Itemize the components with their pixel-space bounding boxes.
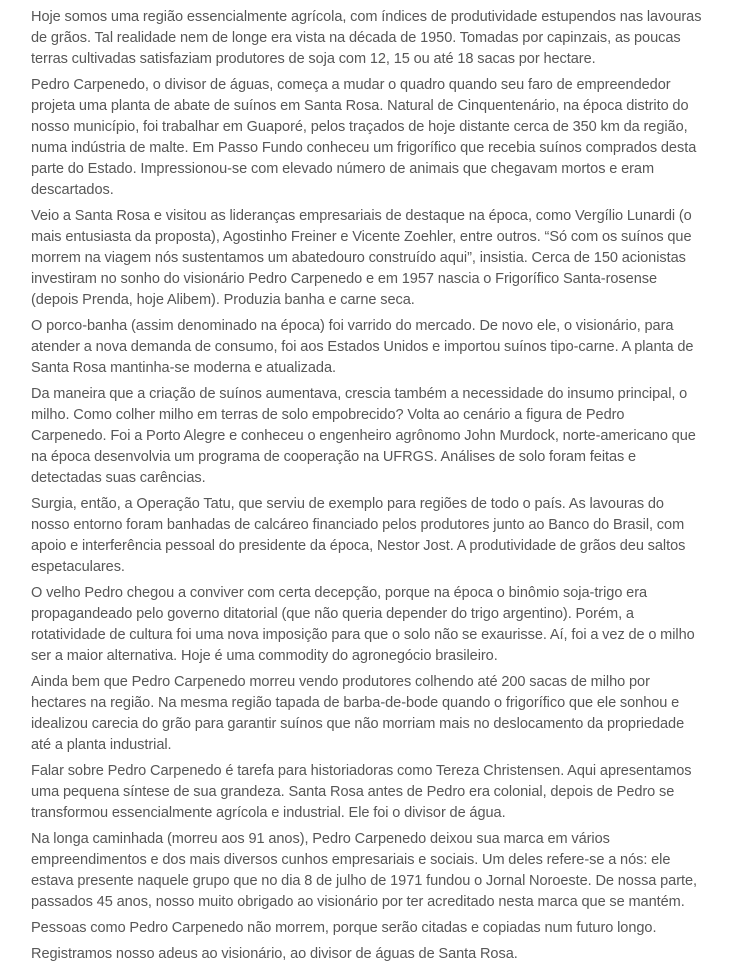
paragraph: Registramos nosso adeus ao visionário, ao divisor de águas de Santa Rosa.	[31, 945, 518, 962]
paragraph: Veio a Santa Rosa e visitou as lideranças empresariais de destaque na época, como Vergílio Lunardi (o mais entusiasta da proposta), Agostinho Freiner e Vicente Zoehler, entre outros. “Só com os suínos que morrem na viagem nós sustentamos um abatedouro construído aqui”, insistia. Cerca de 150 acionistas investiram no sonho do visionário Pedro Carpenedo e em 1957 nascia o Frigorífico Santa-rosense (depois Prenda, hoje Alibem). Produzia banha e carne seca.	[31, 207, 692, 308]
paragraph: O porco-banha (assim denominado na época) foi varrido do mercado. De novo ele, o visionário, para atender a nova demanda de consumo, foi aos Estados Unidos e importou suínos tipo-carne. A planta de Santa Rosa mantinha-se moderna e atualizada.	[31, 317, 694, 376]
paragraph: Hoje somos uma região essencialmente agrícola, com índices de produtividade estupendos nas lavouras de grãos. Tal realidade nem de longe era vista na década de 1950. Tomadas por capinzais, as poucas terras cultivadas satisfaziam produtores de soja com 12, 15 ou até 18 sacas por hectare.	[31, 8, 702, 67]
paragraph: O velho Pedro chegou a conviver com certa decepção, porque na época o binômio soja-trigo era propagandeado pelo governo ditatorial (que não queria depender do trigo argentino). Porém, a rotatividade de cultura foi uma nova imposição para que o solo não se exaurisse. Aí, foi a vez de o milho ser a maior alternativa. Hoje é uma commodity do agronegócio brasileiro.	[31, 584, 695, 664]
paragraph: Pessoas como Pedro Carpenedo não morrem, porque serão citadas e copiadas num futuro longo.	[31, 919, 657, 936]
paragraph: Na longa caminhada (morreu aos 91 anos), Pedro Carpenedo deixou sua marca em vários empreendimentos e dos mais diversos cunhos empresariais e sociais. Um deles refere-se a nós: ele estava presente naquele grupo que no dia 8 de julho de 1971 fundou o Jornal Noroeste. De nossa parte, passados 45 anos, nosso muito obrigado ao visionário por ter acreditado nesta marca que se mantém.	[31, 830, 698, 910]
paragraph: Falar sobre Pedro Carpenedo é tarefa para historiadoras como Tereza Christensen. Aqui apresentamos uma pequena síntese de sua grandeza. Santa Rosa antes de Pedro era colonial, depois de Pedro se transformou essencialmente agrícola e industrial. Ele foi o divisor de água.	[31, 762, 692, 821]
paragraph: Pedro Carpenedo, o divisor de águas, começa a mudar o quadro quando seu faro de empreendedor projeta uma planta de abate de suínos em Santa Rosa. Natural de Cinquentenário, na época distrito do nosso município, foi trabalhar em Guaporé, pelos traçados de hoje distante cerca de 350 km da região, numa indústria de malte. Em Passo Fundo conheceu um frigorífico que recebia suínos comprados desta parte do Estado. Impressionou-se com elevado número de animais que chegavam mortos e eram descartados.	[31, 76, 697, 198]
paragraph: Ainda bem que Pedro Carpenedo morreu vendo produtores colhendo até 200 sacas de milho por hectares na região. Na mesma região tapada de barba-de-bode quando o frigorífico que ele sonhou e idealizou carecia do grão para garantir suínos que não morriam mais no deslocamento da propriedade até a planta industrial.	[31, 673, 685, 753]
paragraph: Surgia, então, a Operação Tatu, que serviu de exemplo para regiões de todo o país. As lavouras do nosso entorno foram banhadas de calcáreo financiado pelos produtores junto ao Banco do Brasil, com apoio e interferência pessoal do presidente da época, Nestor Jost. A produtividade de grãos deu saltos espetaculares.	[31, 495, 686, 575]
paragraph: Da maneira que a criação de suínos aumentava, crescia também a necessidade do insumo principal, o milho. Como colher milho em terras de solo empobrecido? Volta ao cenário a figura de Pedro Carpenedo. Foi a Porto Alegre e conheceu o engenheiro agrônomo John Murdock, norte-americano que na época desenvolvia um programa de cooperação na UFRGS. Análises de solo foram feitas e detectadas suas carências.	[31, 385, 696, 486]
